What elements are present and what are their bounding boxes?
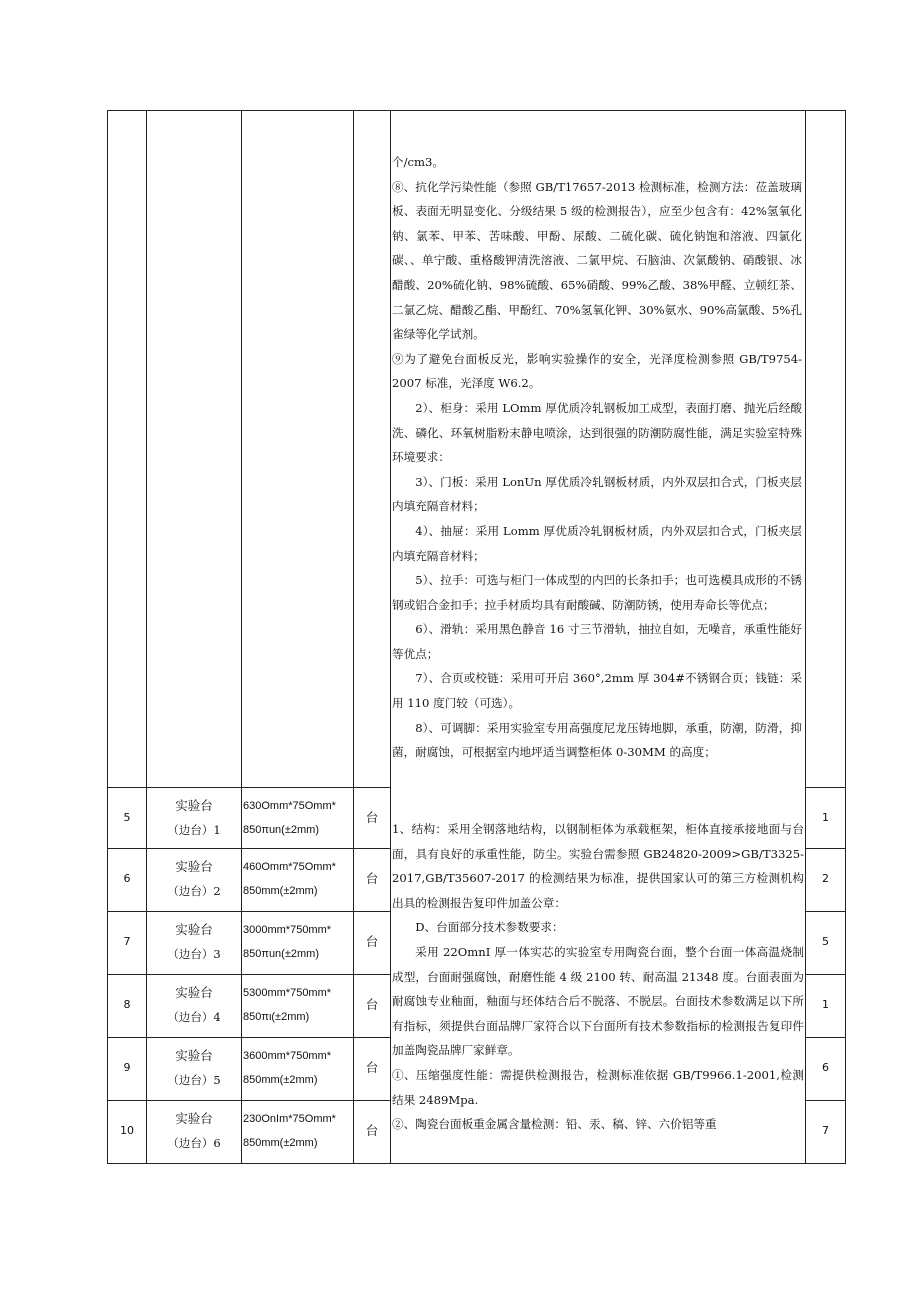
top-description-paragraph: 7）、合页或校链：采用可开启 360°,2mm 厚 304#不锈钢合页；钱链：采用 110 度门较（可选）。 [392, 671, 802, 711]
item-quantity-text: 5 [822, 935, 829, 948]
item-unit [354, 1038, 390, 1098]
item-spec-line1: 5300mm*750mm* [243, 987, 332, 999]
item-name [147, 1101, 241, 1161]
bottom-description-paragraph: ①、压缩强度性能：需提供检测报告，检测标准依据 GB/T9966.1-2001,检测结果 2489Mpa. [392, 1067, 804, 1107]
row-number [108, 912, 146, 972]
item-quantity-text: 1 [822, 811, 829, 824]
top-description-paragraph: ⑧、抗化学污染性能（参照 GB/T17657-2013 检测标准，检测方法：莅盖玻璃板、表面无明显变化、分级结果 5 级的检测报告），应至少包含有：42%氢氧化钠、氯苯、甲苯、苦味酸、甲酚、尿酸、二硫化碳、硫化钠饱和溶液、四氯化碳、、单宁酸、重格酸钾清洗溶液、二氯甲烷、石脑油、次氯酸钠、硝酸银、冰醋酸、20%硫化钠、98%硫酸、65%硝酸、99%乙酸、38%甲醛、立顿红茶、二氯乙烷、醋酸乙酯、甲酚红、70%氢氧化钾、30%氨水、90%高氯酸、5%孔雀绿等化学试剂。 [392, 179, 802, 342]
item-spec-line2: 850mm(±2mm) [243, 1137, 318, 1149]
top-description-paragraph: 6）、滑轨：采用黑色静音 16 寸三节滑轨，抽拉自如，无噪音，承重性能好等优点； [392, 622, 802, 661]
item-name-line1: 实验台 [175, 1111, 213, 1126]
top-description [392, 150, 802, 765]
item-name [147, 849, 241, 909]
item-name [147, 912, 241, 972]
item-spec-line2: 850πι(±2mm) [243, 1011, 310, 1023]
row-number [108, 1101, 146, 1161]
item-quantity [806, 849, 845, 909]
top-description-paragraph: 个/cm3。 [392, 155, 444, 169]
row-number-text: 7 [123, 935, 131, 948]
item-spec [242, 794, 354, 848]
item-spec-line1: 3000mm*750mm* [243, 924, 332, 936]
top-description-paragraph: ⑨为了避免台面板反光，影响实验操作的安全，光泽度检测参照 GB/T9754-2007 标准，光泽度 W6.2。 [392, 351, 802, 391]
item-name-line1: 实验台 [175, 859, 213, 874]
row-number-text: 8 [123, 998, 131, 1011]
bottom-description-paragraph: ②、陶瓷台面板重金属含量检测：铅、汞、稿、锌、六价铝等重 [392, 1117, 717, 1132]
item-spec-line2: 850πun(±2mm) [243, 948, 319, 960]
item-quantity-text: 7 [822, 1124, 829, 1137]
item-spec [242, 1107, 354, 1161]
item-name-line2: （边台）5 [167, 1073, 221, 1087]
item-spec-line2: 850mm(±2mm) [243, 1074, 318, 1086]
top-description-paragraph: 5）、拉手：可选与柜门一体成型的内凹的长条扣手；也可选模具成形的不锈钢或铝合金扣手；拉手材质均具有耐酸碱、防潮防锈，使用寿命长等优点； [392, 573, 802, 612]
row-number-text: 5 [123, 811, 131, 824]
item-quantity [806, 975, 845, 1035]
item-unit-text: 台 [365, 997, 379, 1012]
item-name-line2: （边台）2 [167, 884, 221, 898]
item-unit [354, 912, 390, 972]
item-name-line2: （边台）6 [167, 1136, 221, 1150]
item-unit-text: 台 [365, 1123, 379, 1138]
item-name-line1: 实验台 [175, 798, 213, 813]
item-unit [354, 975, 390, 1035]
row-number [108, 975, 146, 1035]
item-name-line2: （边台）3 [167, 947, 221, 961]
item-unit [354, 849, 390, 909]
table-top-border [107, 110, 846, 111]
item-spec-line2: 850πun(±2mm) [243, 824, 319, 836]
item-name-line1: 实验台 [175, 922, 213, 937]
item-spec [242, 1044, 354, 1098]
top-description-paragraph: 3）、门板：采用 LonUn 厚优质冷轧钢板材质，内外双层扣合式，门板夹层内填充隔音材料； [392, 474, 802, 514]
item-quantity [806, 912, 845, 972]
item-unit-text: 台 [365, 871, 379, 886]
item-spec-line2: 850mm(±2mm) [243, 885, 318, 897]
item-quantity [806, 788, 845, 848]
item-spec-line1: 630Omm*75Omm* [243, 800, 336, 812]
table-right-border [845, 110, 846, 1164]
row-number [108, 788, 146, 848]
item-spec [242, 918, 354, 972]
item-name-line1: 实验台 [175, 1048, 213, 1063]
row-number [108, 849, 146, 909]
item-name [147, 975, 241, 1035]
top-description-paragraph: 4）、抽屉：采用 Lomm 厚优质冷轧钢板材质，内外双层扣合式，门板夹层内填充隔音材料； [392, 523, 802, 563]
item-name-line1: 实验台 [175, 985, 213, 1000]
item-unit [354, 1101, 390, 1161]
bottom-description-paragraph: 采用 22OmnI 厚一体实芯的实验室专用陶瓷台面，整个台面一体高温烧制成型，台面耐强腐蚀，耐磨性能 4 级 2100 转、耐高温 21348 度。台面表面为耐腐蚀专业釉面，釉面与坯体结合后不脱落、不脱层。台面技术参数满足以下所有指标，须提供台面品牌厂家符合以下台面所有技术参数指标的检测报告复印件加盖陶瓷品牌厂家鲜章。 [392, 944, 804, 1058]
item-name-line2: （边台）4 [167, 1010, 221, 1024]
item-name [147, 788, 241, 848]
row-number-text: 6 [123, 872, 131, 885]
item-quantity [806, 1101, 845, 1161]
item-quantity-text: 1 [822, 998, 829, 1011]
item-quantity-text: 2 [822, 872, 829, 885]
item-quantity-text: 6 [822, 1061, 829, 1074]
item-name [147, 1038, 241, 1098]
item-spec-line1: 460Omm*75Omm* [243, 861, 336, 873]
bottom-description [392, 817, 804, 1137]
table-bottom-border [107, 1163, 846, 1164]
item-spec [242, 981, 354, 1035]
bottom-description-paragraph: 1、结构：采用全钢落地结构，以钢制柜体为承载框架，柜体直接承接地面与台面，具有良好的承重性能，防尘。实验台需参照 GB24820-2009>GB/T3325-2017,GB/T35607-2017 的检测结果为标准，提供国家认可的第三方检测机构出具的检测报告复印件加盖公章： [392, 822, 804, 910]
item-unit-text: 台 [365, 810, 379, 825]
item-unit [354, 788, 390, 848]
row-number-text: 9 [123, 1061, 131, 1074]
item-unit-text: 台 [365, 934, 379, 949]
row-number [108, 1038, 146, 1098]
top-description-paragraph: 8）、可调脚：采用实验室专用高强度尼龙压铸地脚，承重，防潮，防滑，抑菌，耐腐蚀，可根据室内地坪适当调整柜体 0-30MM 的高度； [392, 720, 802, 760]
column-divider [390, 110, 391, 1164]
item-quantity [806, 1038, 845, 1098]
item-spec [242, 855, 354, 909]
item-unit-text: 台 [365, 1060, 379, 1075]
item-spec-line1: 230OnIm*75Omm* [243, 1113, 336, 1125]
bottom-description-paragraph: D、台面部分技术参数要求： [415, 920, 564, 935]
item-name-line2: （边台）1 [167, 823, 221, 837]
row-number-text: 10 [120, 1124, 134, 1137]
top-description-paragraph: 2）、柜身：采用 LOmm 厚优质冷轧钢板加工成型，表面打磨、抛光后经酸洗、磷化、环氧树脂粉末静电喷涂，达到很强的防潮防腐性能，满足实验室特殊环境要求： [392, 400, 802, 465]
item-spec-line1: 3600mm*750mm* [243, 1050, 332, 1062]
